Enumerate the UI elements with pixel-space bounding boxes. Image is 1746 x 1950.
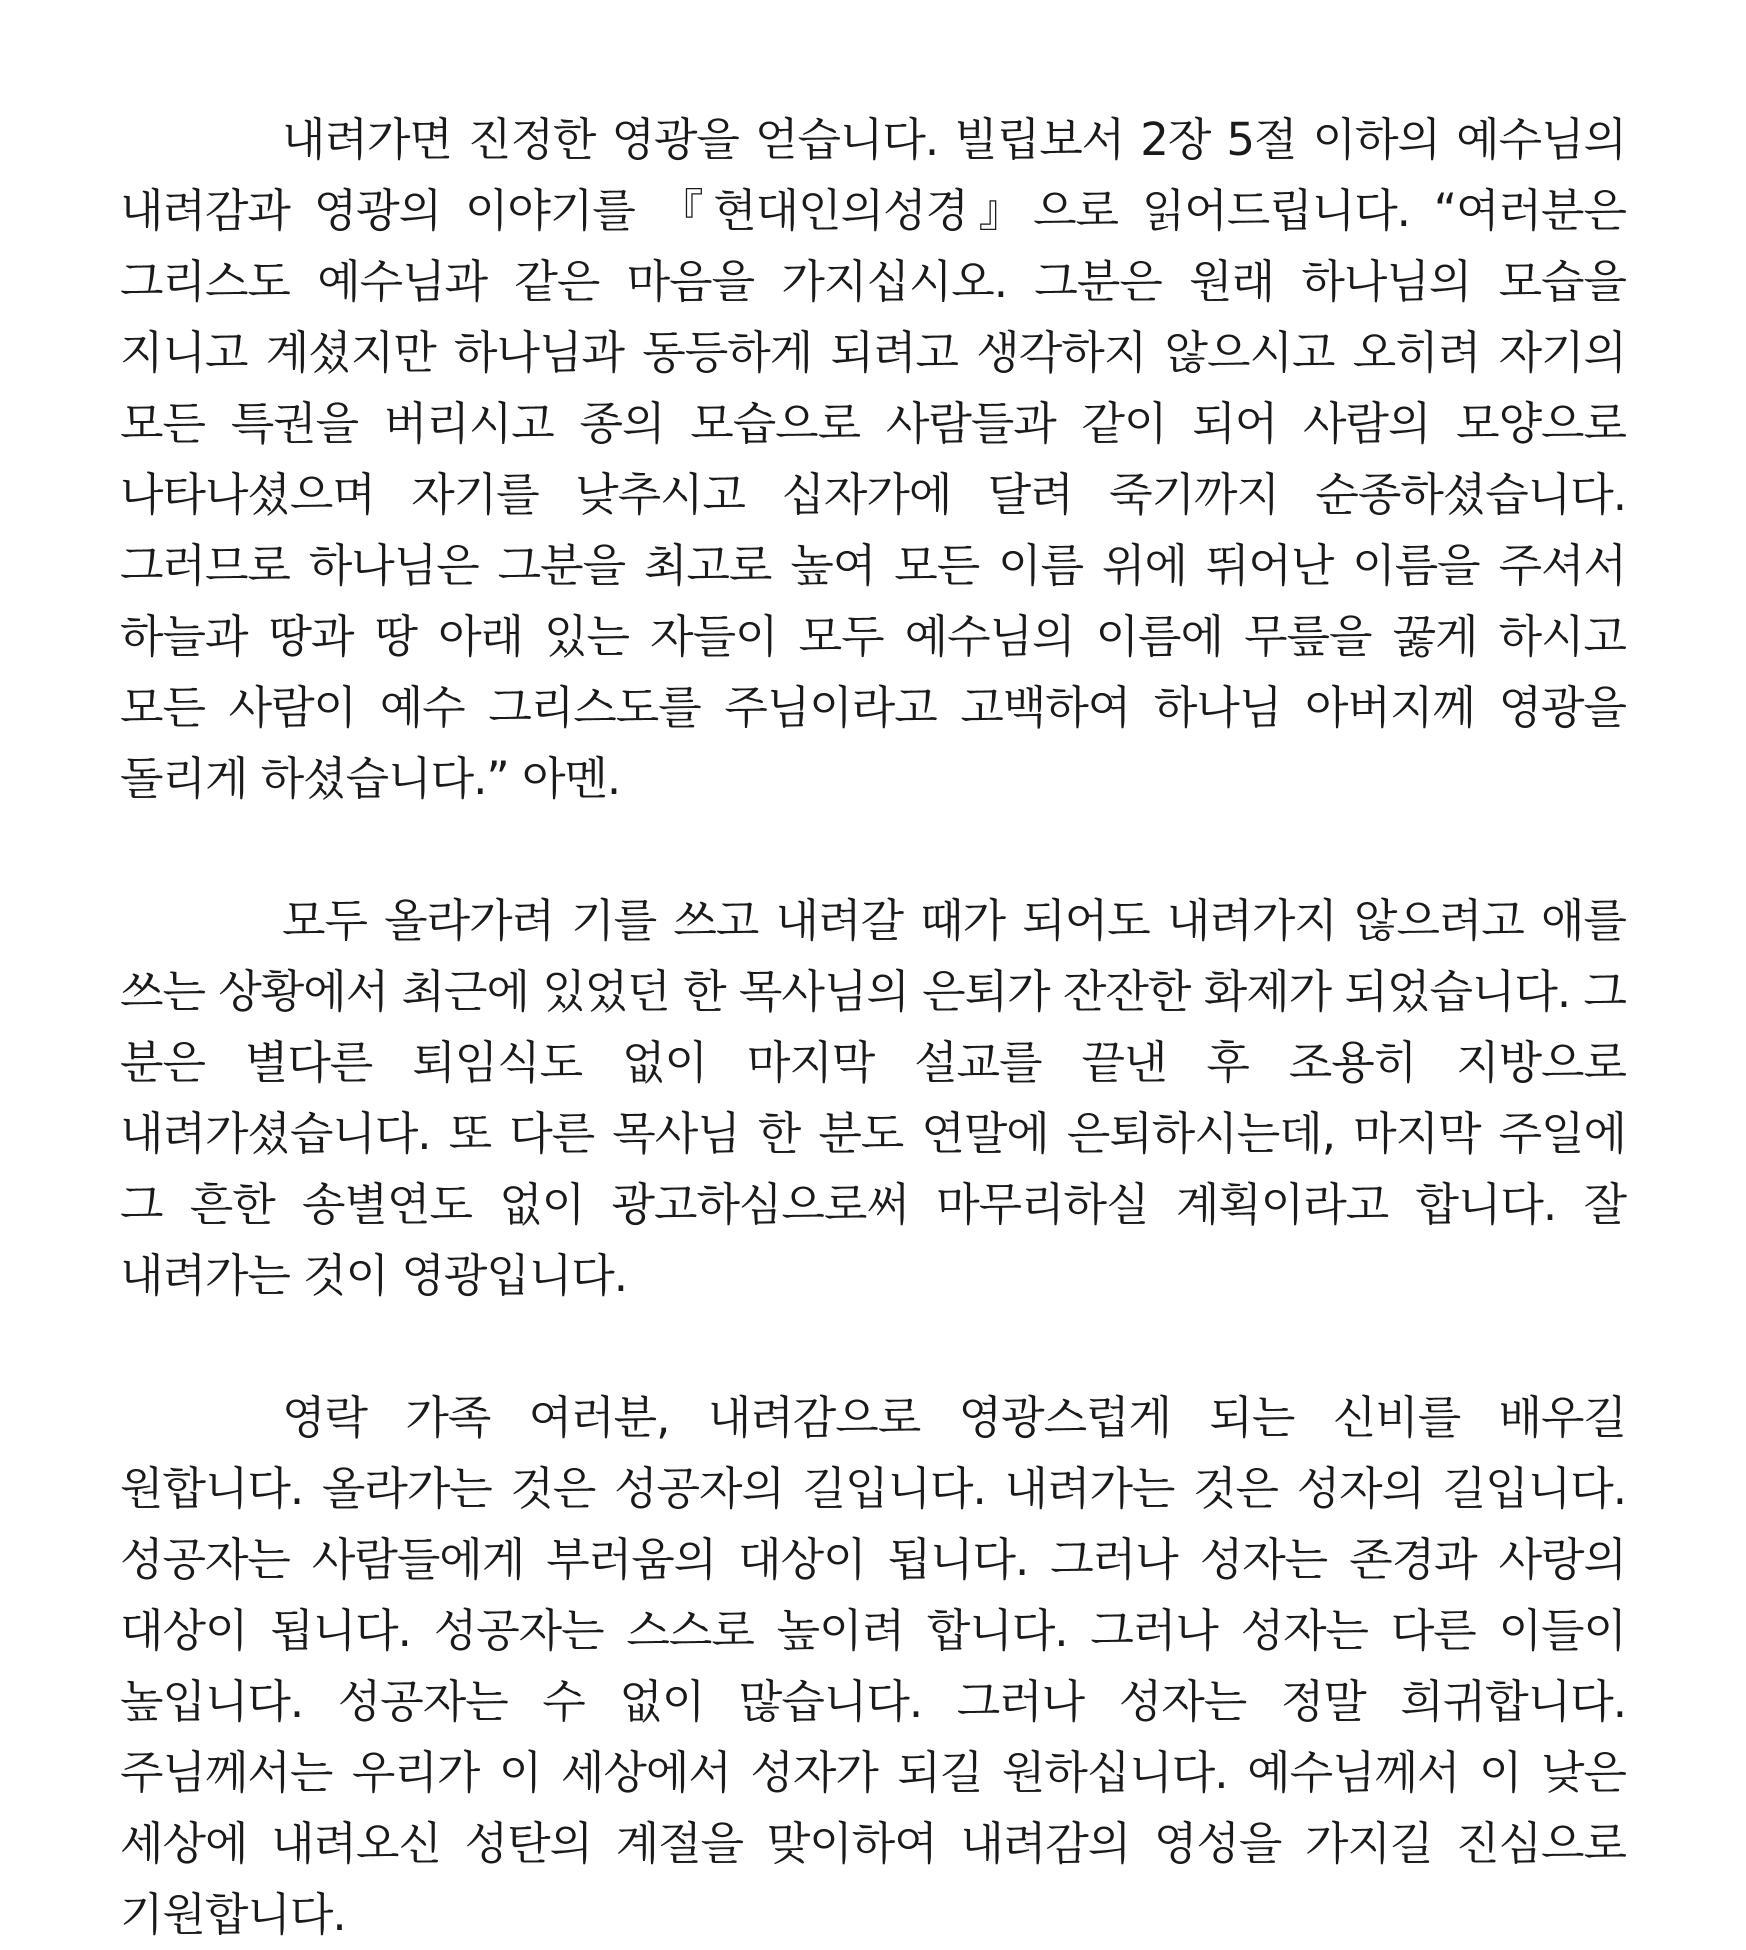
paragraph-2: 모두 올라가려 기를 쓰고 내려갈 때가 되어도 내려가지 않으려고 애를 쓰는 상황에서 최근에 있었던 한 목사님의 은퇴가 잔잔한 화제가 되었습니다. 그 분은 별다른 퇴임식도 없이 마지막 설교를 끝낸 후 조용히 지방으로 내려가셨습니다. 또 다른 목사님 한 분도 연말에 은퇴하시는데, 마지막 주일에 그 흔한 송별연도 없이 광고하심으로써 마무리하실 계획이라고 합니다. 잘 내려가는 것이 영광입니다.: [120, 894, 1626, 1302]
document-page: [120, 104, 1626, 1950]
paragraph-3: 영락 가족 여러분, 내려감으로 영광스럽게 되는 신비를 배우길 원합니다. 올라가는 것은 성공자의 길입니다. 내려가는 것은 성자의 길입니다. 성공자는 사람들에게 부러움의 대상이 됩니다. 그러나 성자는 존경과 사랑의 대상이 됩니다. 성공자는 스스로 높이려 합니다. 그러나 성자는 다른 이들이 높입니다. 성공자는 수 없이 많습니다. 그러나 성자는 정말 희귀합니다. 주님께서는 우리가 이 세상에서 성자가 되길 원하십니다. 예수님께서 이 낮은 세상에 내려오신 성탄의 계절을 맞이하여 내려감의 영성을 가지길 진심으로 기원합니다.: [120, 1391, 1626, 1941]
paragraph-1: 내려가면 진정한 영광을 얻습니다. 빌립보서 2장 5절 이하의 예수님의 내려감과 영광의 이야기를 『현대인의성경』으로 읽어드립니다. “여러분은 그리스도 예수님과 같은 마음을 가지십시오. 그분은 원래 하나님의 모습을 지니고 계셨지만 하나님과 동등하게 되려고 생각하지 않으시고 오히려 자기의 모든 특권을 버리시고 종의 모습으로 사람들과 같이 되어 사람의 모양으로 나타나셨으며 자기를 낮추시고 십자가에 달려 죽기까지 순종하셨습니다. 그러므로 하나님은 그분을 최고로 높여 모든 이름 위에 뛰어난 이름을 주셔서 하늘과 땅과 땅 아래 있는 자들이 모두 예수님의 이름에 무릎을 꿇게 하시고 모든 사람이 예수 그리스도를 주님이라고 고백하여 하나님 아버지께 영광을 돌리게 하셨습니다.” 아멘.: [120, 113, 1626, 805]
